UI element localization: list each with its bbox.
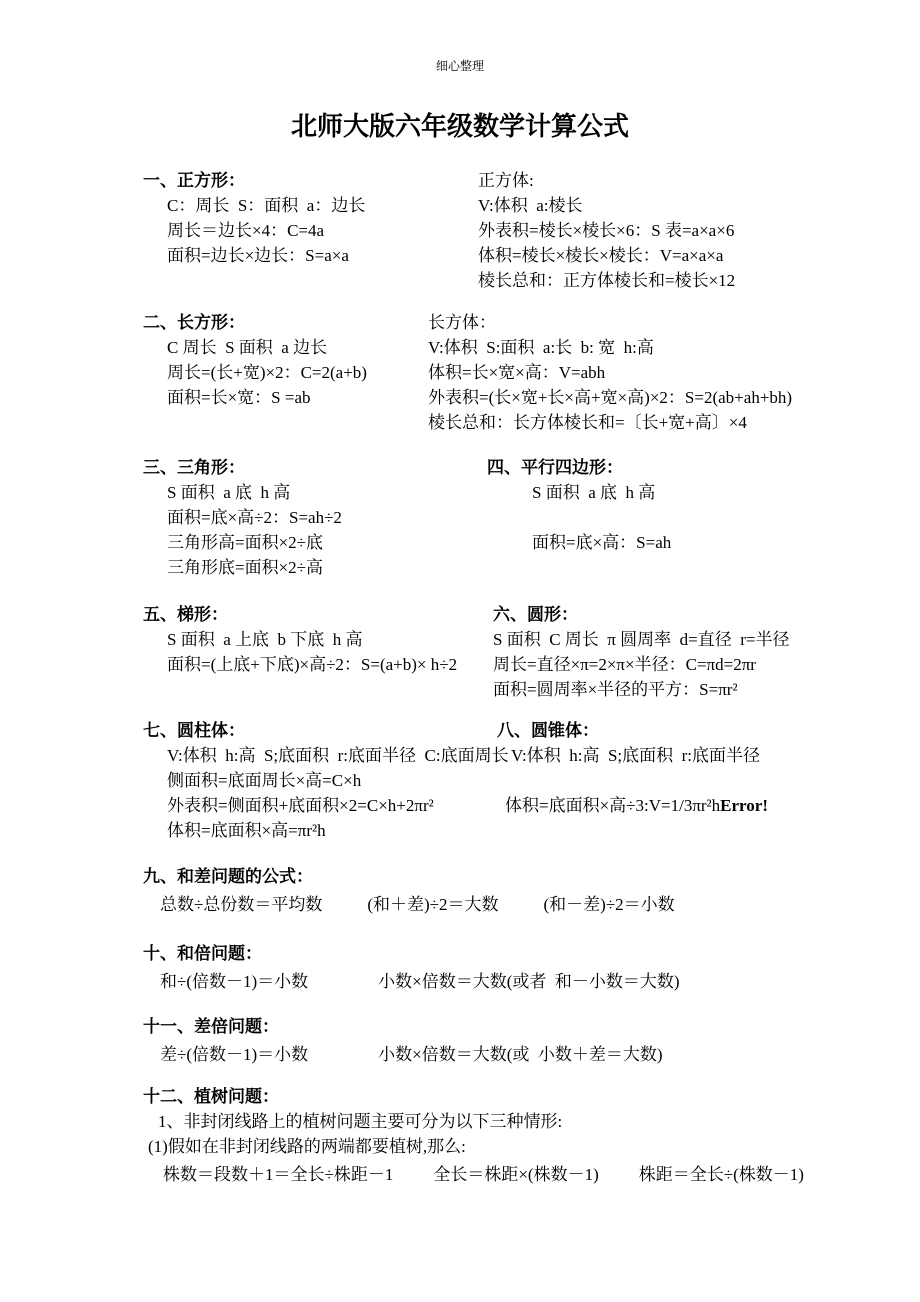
- formula-item: 和÷(倍数－1)＝小数: [160, 972, 309, 991]
- section-heading: 十二、植树问题：: [143, 1087, 279, 1106]
- section-heading: 八、圆锥体：: [497, 721, 599, 740]
- formula-line: 面积=底×高：S=ah: [532, 533, 672, 552]
- parallelogram-column: [487, 455, 671, 580]
- triangle-column: [143, 455, 487, 580]
- formula-group: [143, 1162, 920, 1187]
- formula-item: 小数×倍数＝大数(或者 和－小数＝大数): [378, 972, 680, 991]
- formula-line: 周长=直径×π=2×π×半径：C=πd=2πr: [493, 655, 756, 674]
- note-line: 1、非封闭线路上的植树问题主要可分为以下三种情形:: [158, 1112, 563, 1131]
- section-heading: 四、平行四边形：: [487, 458, 623, 477]
- formula-line: V:体积 h:高 S;底面积 r:底面半径: [511, 746, 761, 765]
- section-trapezoid-circle: [0, 602, 920, 702]
- watermark-text: 细心整理: [435, 59, 484, 73]
- formula-line: 三角形高=面积×2÷底: [167, 533, 324, 552]
- blank-line: [497, 768, 768, 793]
- formula-line: 面积=边长×边长：S=a×a: [167, 246, 349, 265]
- cone-volume-formula: 体积=底面积×高÷3:V=1/3πr²h: [505, 796, 721, 815]
- formula-line: 棱长总和：正方体棱长和=棱长×12: [478, 271, 736, 290]
- error-field-text: Error!: [720, 796, 768, 815]
- formula-line: 体积=长×宽×高：V=abh: [428, 363, 606, 382]
- page-title: 北师大版六年级数学计算公式: [290, 112, 629, 141]
- section-cylinder-cone: [0, 718, 920, 843]
- cube-column: [478, 168, 735, 293]
- formula-line: 外表积=棱长×棱长×6：S 表=a×a×6: [478, 221, 735, 240]
- formula-group: [143, 1042, 920, 1067]
- formula-item: 株距＝全长÷(株数－1): [638, 1165, 804, 1184]
- section-tree-planting: [0, 1084, 920, 1187]
- cuboid-column: [428, 310, 792, 435]
- subsection-heading: 正方体:: [478, 171, 534, 190]
- formula-line: 面积=圆周率×半径的平方：S=πr²: [493, 680, 738, 699]
- subsection-heading: 长方体：: [428, 313, 496, 332]
- note-line: (1)假如在非封闭线路的两端都要植树,那么:: [148, 1137, 466, 1156]
- section-square-cube: [0, 168, 920, 293]
- section-heading: 十、和倍问题：: [143, 944, 262, 963]
- formula-line: 三角形底=面积×2÷高: [167, 558, 324, 577]
- formula-line: 周长=(长+宽)×2：C=2(a+b): [167, 363, 367, 382]
- formula-line: [497, 793, 768, 818]
- formula-line: 面积=底×高÷2：S=ah÷2: [167, 508, 342, 527]
- formula-group: [143, 892, 920, 917]
- formula-line: 外表积=(长×宽+长×高+宽×高)×2：S=2(ab+ah+bh): [428, 388, 793, 407]
- section-heading: 二、长方形：: [143, 313, 245, 332]
- formula-item: (和－差)÷2＝小数: [543, 895, 675, 914]
- formula-line: V:体积 h:高 S;底面积 r:底面半径 C:底面周长: [167, 746, 509, 765]
- circle-column: [493, 602, 789, 702]
- formula-line: 外表积=侧面积+底面积×2=C×h+2πr²: [167, 796, 434, 815]
- section-sum-difference: [0, 864, 920, 917]
- rectangle-column: [143, 310, 428, 435]
- formula-group: [143, 969, 920, 994]
- cylinder-column: [143, 718, 509, 843]
- formula-line: V:体积 a:棱长: [478, 196, 583, 215]
- square-column: [143, 168, 478, 293]
- formula-item: 全长＝株距×(株数－1): [433, 1165, 599, 1184]
- formula-line: S 面积 a 上底 b 下底 h 高: [167, 630, 363, 649]
- formula-line: 面积=长×宽：S =ab: [167, 388, 311, 407]
- formula-item: 株数＝段数＋1＝全长÷株距－1: [163, 1165, 394, 1184]
- section-heading: 六、圆形：: [493, 605, 578, 624]
- blank-line: [487, 505, 671, 530]
- formula-line: S 面积 C 周长 π 圆周率 d=直径 r=半径: [493, 630, 790, 649]
- section-difference-multiple: [0, 1014, 920, 1067]
- formula-line: C 周长 S 面积 a 边长: [167, 338, 328, 357]
- section-heading: 五、梯形：: [143, 605, 228, 624]
- formula-line: 侧面积=底面周长×高=C×h: [167, 771, 362, 790]
- section-rectangle-cuboid: [0, 310, 920, 435]
- formula-line: 体积=棱长×棱长×棱长：V=a×a×a: [478, 246, 724, 265]
- formula-item: (和＋差)÷2＝大数: [367, 895, 499, 914]
- formula-line: 周长＝边长×4：C=4a: [167, 221, 325, 240]
- formula-line: S 面积 a 底 h 高: [167, 483, 291, 502]
- section-heading: 一、正方形：: [143, 171, 245, 190]
- formula-item: 差÷(倍数－1)＝小数: [160, 1045, 309, 1064]
- section-sum-multiple: [0, 941, 920, 994]
- section-heading: 九、和差问题的公式：: [143, 867, 313, 886]
- cone-column: [497, 718, 768, 843]
- section-heading: 七、圆柱体：: [143, 721, 245, 740]
- section-heading: 三、三角形：: [143, 458, 245, 477]
- formula-line: C：周长 S：面积 a：边长: [167, 196, 366, 215]
- section-heading: 十一、差倍问题：: [143, 1017, 279, 1036]
- formula-line: V:体积 S:面积 a:长 b: 宽 h:高: [428, 338, 654, 357]
- section-triangle-parallelogram: [0, 455, 920, 580]
- formula-line: S 面积 a 底 h 高: [532, 483, 656, 502]
- formula-line: 面积=(上底+下底)×高÷2：S=(a+b)× h÷2: [167, 655, 458, 674]
- formula-item: 总数÷总份数＝平均数: [160, 895, 323, 914]
- trapezoid-column: [143, 602, 493, 702]
- formula-line: 棱长总和：长方体棱长和=〔长+宽+高〕×4: [428, 413, 747, 432]
- formula-line: 体积=底面积×高=πr²h: [167, 821, 326, 840]
- formula-item: 小数×倍数＝大数(或 小数＋差＝大数): [378, 1045, 663, 1064]
